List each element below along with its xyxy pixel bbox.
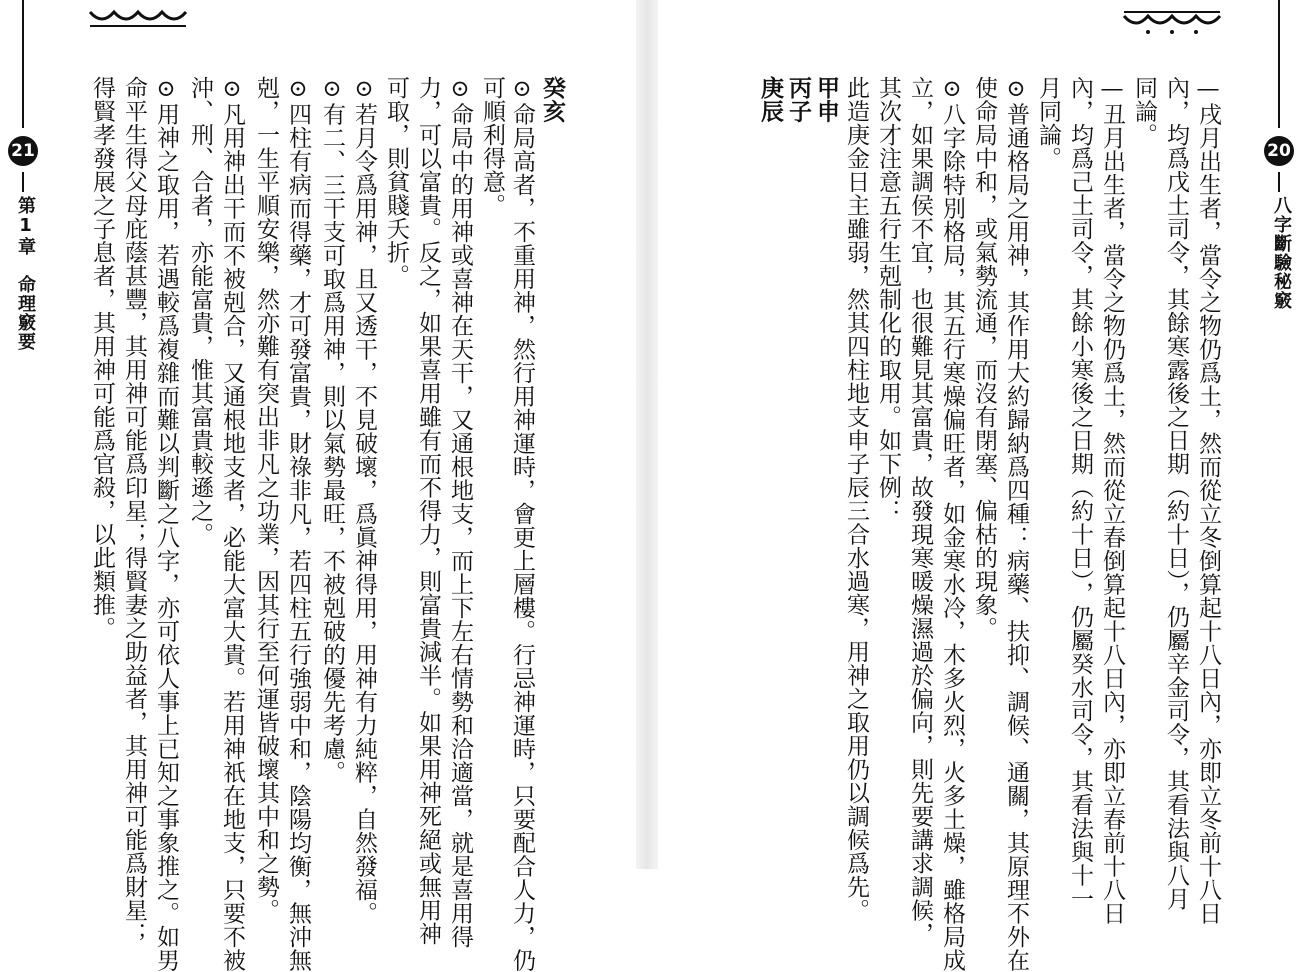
text-column: —戌月出生者，當令之物仍爲土，然而從立冬倒算起十八日內，亦即立冬前十八日: [1195, 76, 1221, 925]
wave-ornament-icon: [88, 4, 188, 30]
text-column: 剋，一生平順安樂，然亦難有突出非凡之功業，因其行至何運皆破壞其中和之勢。: [253, 76, 279, 922]
text-column: 命平生得父母庇蔭甚豐，其用神可能爲印星；得賢妻之助益者，其用神可能爲財星；: [121, 76, 147, 946]
right-margin-line-lower: [1278, 172, 1280, 192]
pillar-column: 甲申: [813, 76, 839, 123]
text-column: 可取，則貧賤夭折。: [383, 76, 409, 288]
text-column: 力，可以富貴。反之，如果喜用雖有而不得力，則富貴減半。如果用神死絕或無用神: [415, 76, 441, 946]
text-column: 可順利得意。: [479, 76, 505, 217]
text-column: 立，如果調侯不宜，也很難見其富貴，故發現寒暖燥濕過於偏向，則先要講求調候，: [907, 76, 933, 946]
running-title-right: 八字斷驗秘竅: [1271, 196, 1292, 310]
page-number-left: 21: [8, 136, 38, 166]
page-number-right: 20: [1264, 136, 1294, 166]
left-page: [0, 0, 640, 972]
text-column: ⊙命局中的用神或喜神在天干，又通根地支，而上下左右情勢和洽適當，就是喜用得: [447, 76, 473, 949]
text-column: 同論。: [1131, 76, 1157, 147]
pillar-column: 丙子: [785, 76, 811, 123]
left-margin-line: [22, 0, 24, 128]
text-column: 使命局中和，或氣勢流通，而沒有閉塞、偏枯的現象。: [971, 76, 997, 640]
right-page: [650, 0, 1307, 972]
text-column: ⊙凡用神出干而不被剋合，又通根地支者，必能大富大貴。若用神祇在地支，只要不被: [219, 76, 245, 972]
text-column: ⊙四柱有病而得藥，才可發富貴，財祿非凡，若四柱五行強弱中和，陰陽均衡，無沖無: [285, 76, 311, 972]
text-column: ⊙有二、三干支可取爲用神，則以氣勢最旺，不被剋破的優先考慮。: [319, 76, 345, 784]
text-column: ⊙若月令爲用神，且又透干，不見破壞，爲眞神得用，用神有力純粹，自然發福。: [351, 76, 377, 925]
text-column: 得賢孝發展之子息者，其用神可能爲官殺，以此類推。: [89, 76, 115, 640]
text-column: ⊙命局高者，不重用神，然行用神運時，會更上層樓。行忌神運時，只要配合人力，仍: [509, 76, 535, 972]
text-column: —丑月出生者，當令之物仍爲土，然而從立春倒算起十八日內，亦即立春前十八日: [1099, 76, 1125, 925]
right-margin-line: [1278, 0, 1280, 128]
left-margin-line-lower: [22, 172, 24, 192]
wave-ornament-icon: [1122, 6, 1222, 36]
text-column: 此造庚金日主雖弱，然其四柱地支申子辰三合水過寒，用神之取用仍以調候爲先。: [843, 76, 869, 922]
text-column: 沖、刑、合者，亦能富貴，惟其富貴較遜之。: [187, 76, 213, 546]
text-column: ⊙八字除特別格局，其五行寒燥偏旺者，如金寒水冷，木多火烈，火多土燥，雖格局成: [939, 76, 965, 972]
running-title-left: 第1章 命理竅要: [15, 196, 36, 351]
pillar-column: 庚辰: [757, 76, 783, 123]
text-column: 月同論。: [1035, 76, 1061, 170]
text-column: ⊙普通格局之用神，其作用大約歸納爲四種：病藥、扶抑、調候、通關，其原理不外在: [1003, 76, 1029, 972]
text-column: 其次才注意五行生剋制化的取用。如下例：: [875, 76, 901, 523]
text-column: 癸亥: [539, 76, 565, 123]
text-column: 內，均爲己土司令，其餘小寒後之日期（約十日），仍屬癸水司令，其看法與十一: [1067, 76, 1093, 911]
text-column: ⊙用神之取用，若遇較爲複雜而難以判斷之八字，亦可依人事上已知之事象推之。如男: [153, 76, 179, 972]
text-column: 內，均爲戊土司令，其餘寒露後之日期（約十日），仍屬辛金司令，其看法與八月: [1163, 76, 1189, 911]
